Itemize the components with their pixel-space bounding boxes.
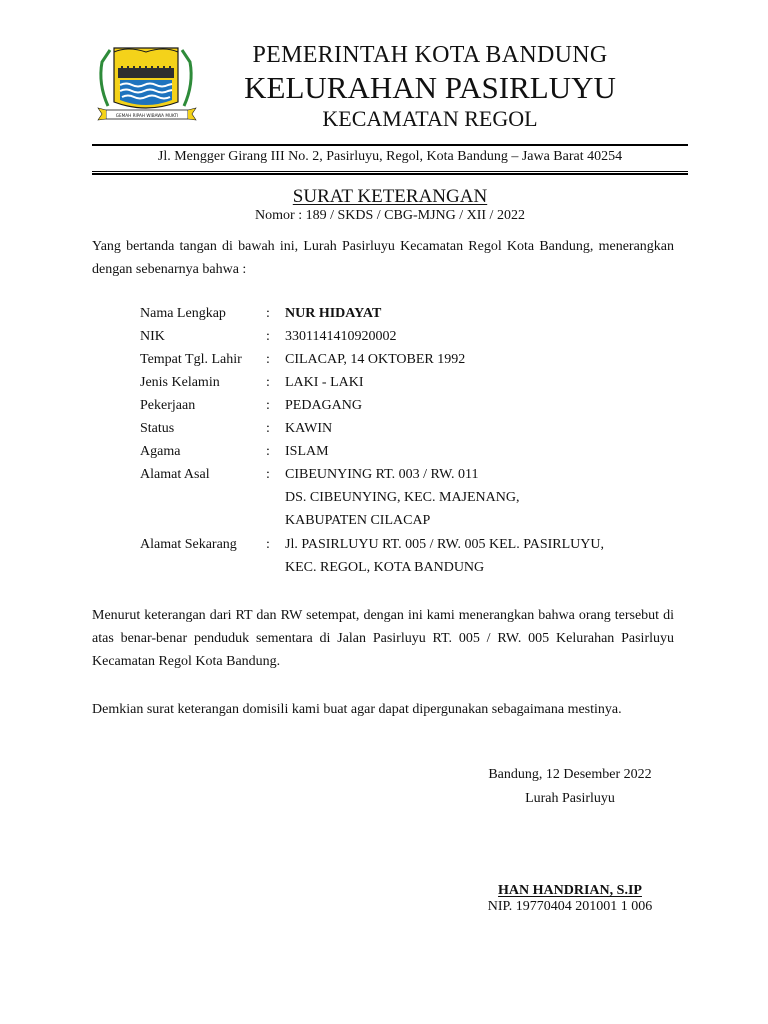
field-value-nik: 3301141410920002 [285,329,397,344]
field-label-alamat-sekarang: Alamat Sekarang [140,537,237,552]
field-value-pekerjaan: PEDAGANG [285,398,362,413]
letter-closing: Demkian surat keterangan domisili kami buat agar dapat dipergunakan sebagaimana mestinya. [92,702,622,717]
signature-nip: NIP. 19770404 201001 1 006 [487,899,653,914]
field-colon: : [266,329,270,344]
field-label-jenis-kelamin: Jenis Kelamin [140,375,220,390]
field-value-alamat-sekarang: Jl. PASIRLUYU RT. 005 / RW. 005 KEL. PASIRLUYU, [285,537,605,552]
header-rule-bottom-thick [92,173,688,175]
field-value-alamat-asal-line2: DS. CIBEUNYING, KEC. MAJENANG, [285,490,520,505]
field-colon: : [266,537,270,552]
field-label-nik: NIK [140,329,165,344]
field-value-alamat-asal: CIBEUNYING RT. 003 / RW. 011 [285,467,479,482]
header-kecamatan: KECAMATAN REGOL [322,106,538,131]
letter-intro: Yang bertanda tangan di bawah ini, Lurah Pasirluyu Kecamatan Regol Kota Bandung, menerangkan dengan sebenarnya bahwa : [92,239,674,277]
header-rule-bottom-thin [92,171,688,172]
field-colon: : [266,398,270,413]
field-label-status: Status [140,421,175,436]
field-value-ttl: CILACAP, 14 OKTOBER 1992 [285,352,466,367]
field-label-agama: Agama [140,444,181,459]
field-colon: : [266,421,270,436]
field-colon: : [266,467,270,482]
letter-body: Menurut keterangan dari RT dan RW setempat, dengan ini kami menerangkan bahwa orang tersebut di atas benar-benar penduduk sementara di Jalan Pasirluyu RT. 005 / RW. 005 Kelurahan Pasirluyu Kecamatan Regol Kota Bandung. [92,608,674,669]
letter-number: Nomor : 189 / SKDS / CBG-MJNG / XII / 2022 [255,208,525,223]
field-value-agama: ISLAM [285,444,329,459]
field-value-alamat-sekarang-line2: KEC. REGOL, KOTA BANDUNG [285,560,485,575]
logo-motto: GEMAH RIPAH WIBAWA MUKTI [115,113,179,118]
field-value-status: KAWIN [285,421,333,436]
header-address: Jl. Mengger Girang III No. 2, Pasirluyu, Regol, Kota Bandung – Jawa Barat 40254 [157,149,623,164]
signature-place-date: Bandung, 12 Desember 2022 [488,767,652,782]
header-government: PEMERINTAH KOTA BANDUNG [252,42,608,68]
field-colon: : [266,306,270,321]
header-kelurahan: KELURAHAN PASIRLUYU [244,70,616,105]
letter-title: SURAT KETERANGAN [292,186,488,207]
field-colon: : [266,444,270,459]
field-value-alamat-asal-line3: KABUPATEN CILACAP [285,513,431,528]
field-label-nama: Nama Lengkap [140,306,226,321]
field-label-ttl: Tempat Tgl. Lahir [140,352,242,367]
field-label-alamat-asal: Alamat Asal [140,467,210,482]
field-colon: : [266,375,270,390]
signature-position: Lurah Pasirluyu [525,791,615,806]
field-colon: : [266,352,270,367]
field-label-pekerjaan: Pekerjaan [140,398,196,413]
header-rule-top [92,144,688,146]
field-value-jenis-kelamin: LAKI - LAKI [285,375,364,390]
field-value-nama: NUR HIDAYAT [285,306,382,321]
signature-name: HAN HANDRIAN, S.IP [498,883,642,898]
